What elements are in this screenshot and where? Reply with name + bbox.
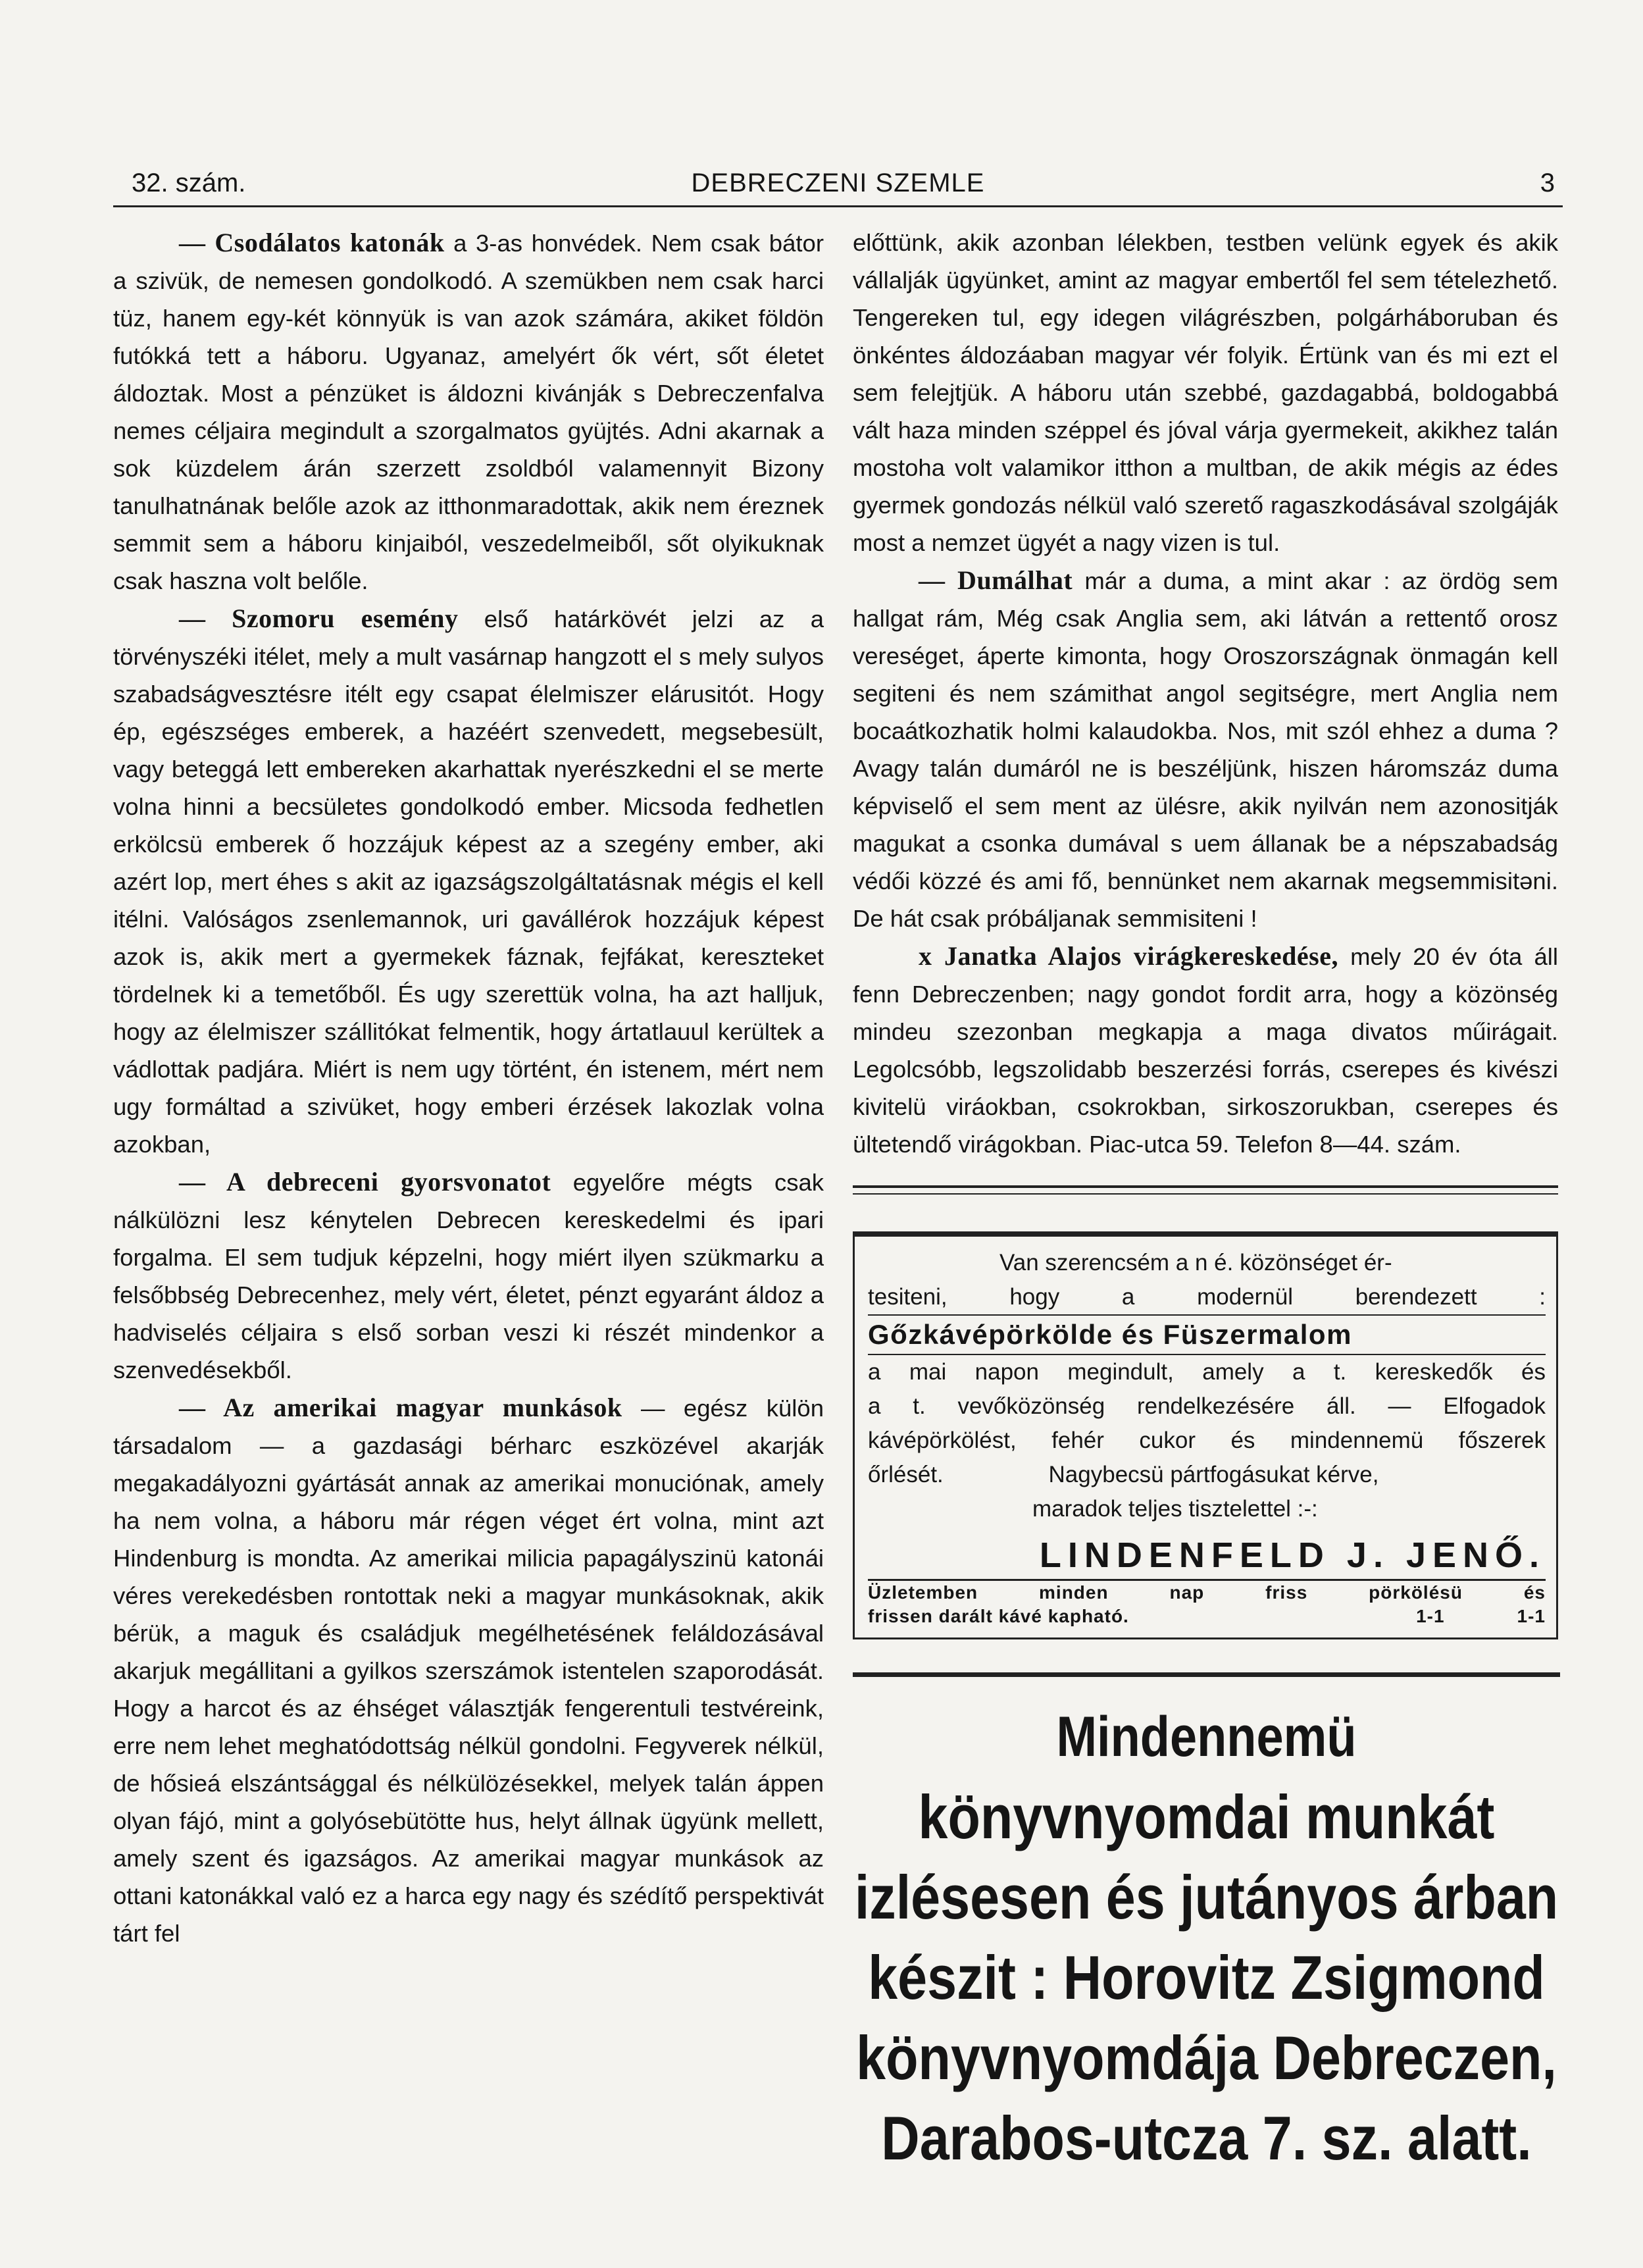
ad-owner-name: LINDENFELD J. JENŐ.	[868, 1532, 1546, 1581]
article-express-train	[113, 1163, 824, 1389]
article-lead: x Janatka Alajos virágkereskedése,	[919, 941, 1338, 971]
article-sad-event	[113, 600, 824, 1163]
article-body: — egész külön társadalom — a gazdasági bérharc eszközével akarják megakadályozni gyártását annak az amerikai monuciónak, amely ha nem volna, a háboru már régen véget ért volna, mint azt Hindenburg is mondta. Az amerikai milicia papagályszinü katonái véres verekedésben rontottak neki a magyar munkásoknak, akik bérük, a maguk és családjuk megélhetésének feláldozásával akarjuk megállitani a gyilkos szerszámok istentelen szaporodását. Hogy a harcot és az éhséget választják fengerentuli testvéreink, erre nem lehet meghatódottság nélkül gondolni. Fegyverek nélkül, de hősieá elszántsággal és nélkülözésekkel, melyek talán áppen olyan fájó, mint a golyósebütötte hus, helyt állnak ügyünk mellett, amely szent és igazságos. Az amerikai magyar munkások az ottani katonákkal való ez a harca egy nagy és szédítő perspektivát tárt fel	[113, 1395, 824, 1947]
article-lead: — Dumálhat	[919, 565, 1073, 595]
article-lead: — A debreceni gyorsvonatot	[179, 1167, 551, 1197]
ad-line-part: őrlését.	[868, 1462, 944, 1487]
print-ad-line: izlésesen és jutányos árban	[854, 1863, 1559, 1932]
article-body: első határkövét jelzi az a törvényszéki itélet, mely a mult vasárnap hangzott el s mely sulyos szabadságvesztésre itélt egy csapat élelmiszer elárusitót. Hogy ép, egészséges emberek, a hazéért szenvedett, megsebesült, vagy beteggá lett embereken akarhattak nyerészkedni el se merte volna hinni a becsületes gondolkodó ember. Micsoda fedhetlen erkölcsü emberek ő hozzájuk képest az a szegény ember, aki azért lop, mert éhes s akit az igazságszolgáltatásnak mégis el kell itélni. Valóságos zsenlemannok, uri gavállérok hozzájuk képest azok is, akik mert a gyermekek fáznak, fejfákat, kereszteket tördelnek ki a temetőből. És ugy szerettük volna, ha azt halljuk, hogy az élelmiszer szállitókat felmentik, hogy ártatlauul kerültek a vádlottak padjára. Miért is nem ugy történt, én istenem, mért nem ugy formáltad a szivüket, hogy emberi érzések lakozlak volna azokban,	[113, 606, 824, 1158]
ad-small-text: frissen darált kávé kapható.	[868, 1606, 1129, 1626]
article-lead: — Szomoru esemény	[179, 604, 459, 633]
coffee-roaster-advertisement	[853, 1231, 1558, 1639]
ad-business-name: Gőzkávépörkölde és Füszermalom	[868, 1314, 1546, 1355]
printing-house-advertisement	[853, 1672, 1560, 2178]
article-body: a 3-as honvédek. Nem csak bátor a szivük, de nemesen gondolkodó. A szemükben nem csak harci tüz, hanem egy-két könnyük is van azok számára, akiket földön futókká tett a háboru. Ugyanaz, amelyért ők vért, sőt életet áldoztak. Most a pénzüket is áldozni kivánják s Debreczenfalva nemes céljaira megindult a szorgalmatos gyüjtés. Adni akarnak a sok küzdelem árán szerzett zsoldból valamennyit Bizony tanulhatnának belőle azok az itthonmaradottak, akik nem éreznek semmit sem a háboru kinjaiból, veszedelmeiből, sőt olyikuknak csak haszna volt belőle.	[113, 230, 824, 594]
ad-line: a mai napon megindult, amely a t. kereskedők és	[868, 1359, 1546, 1385]
article-american-workers-continued: előttünk, akik azonban lélekben, testben velünk egyek és akik vállalják ügyünket, amint az magyar embertől fel sem tételezhető. Tengereken tul, egy idegen világrészben, polgárháboruban és önkéntes áldozáaban magyar vér folyik. Értünk van és mi ezt el sem felejtjük. A háboru után szebbé, gazdagabbá, boldogabbá vált haza minden széppel és jóval várja gyermekeit, akikhez talán mostoha volt valamikor itthon a multban, de akik mégis az édes gyermek gondozás nélkül való szerető ragaszkodásával szolgáják most a nemzet ügyét a nagy vizen is tul.	[853, 229, 1558, 556]
ad-line: tesiteni, hogy a modernül berendezett :	[868, 1284, 1546, 1310]
issue-number: 32. szám.	[132, 168, 246, 197]
page-header	[113, 163, 1563, 207]
ad-line-part: Nagybecsü pártfogásukat kérve,	[1048, 1462, 1379, 1487]
ad-line: a t. vevőközönség rendelkezésére áll. — Elfogadok	[868, 1393, 1546, 1419]
print-ad-line: készit : Horovitz Zsigmond	[868, 1943, 1545, 2012]
print-ad-line: Darabos-utcza 7. sz. alatt.	[881, 2103, 1532, 2173]
ad-small-line: Üzletemben minden nap friss pörkölésü és	[868, 1582, 1546, 1603]
ad-mark: 1-1	[1416, 1606, 1445, 1626]
section-divider-thin	[853, 1193, 1558, 1195]
article-florist	[853, 937, 1558, 1163]
right-column	[853, 224, 1558, 2178]
article-american-workers	[113, 1389, 824, 1952]
article-body: mely 20 év óta áll fenn Debreczenben; nagy gondot fordit arra, hogy a közönség mindeu szezonban megkapja a maga divatos műirágait. Legolcsóbb, legszolidabb beszerzési forrás, cserepes és kivészi kivitelü viráokban, csokrokban, sirkoszorukban, cserepes és ültetendő virágokban. Piac-utca 59. Telefon 8—44. szám.	[853, 943, 1558, 1158]
print-ad-line: Mindennemü	[1056, 1705, 1357, 1768]
article-lead: — Az amerikai magyar munkások	[179, 1393, 622, 1422]
ad-line: maradok teljes tisztelettel :-:	[1032, 1496, 1318, 1522]
article-body: már a duma, a mint akar : az ördög sem hallgat rám, Még csak Anglia sem, aki látván a rettentő orosz vereséget, áperte kimonta, hogy Oroszországnak önmagán kell segiteni és nem számithat angol segitségre, mert Anglia nem bocaátkozhatik holmi kalaudokba. Nos, mit szól ehhez a duma ? Avagy talán dumáról ne is beszéljünk, hiszen háromszáz duma képviselő el sem ment az ülésre, akik nyilván nem azonositják magukat a csonka dumával s uem állanak be a népszabadság védői közzé és ami fő, bennünket nem akarnak megsemmisitəni. De hát csak próbáljanak semmisiteni !	[853, 567, 1558, 932]
article-lead: — Csodálatos katonák	[179, 228, 445, 257]
page-number: 3	[1540, 168, 1555, 197]
ad-line: Van szerencsém a n é. közönséget ér-	[999, 1250, 1392, 1276]
article-soldiers	[113, 224, 824, 600]
ad-mark: 1-1	[1517, 1606, 1546, 1626]
ad-small-line	[868, 1605, 1546, 1628]
article-duma	[853, 561, 1558, 937]
print-ad-line: könyvnyomdája Debreczen,	[856, 2023, 1557, 2092]
section-divider	[853, 1185, 1558, 1188]
print-ad-line: könyvnyomdai munkát	[918, 1782, 1495, 1851]
article-body: egyelőre mégts csak nálkülözni lesz kénytelen Debrecen kereskedelmi és ipari forgalma. El sem tudjuk képzelni, hogy miért ilyen szükmarku a felsőbbség Debrecenhez, mely vért, életet, pénzt egyaránt áldoz a hadviselés céljaira s első sorban veszi ki részét mindenkor a szenvedésekből.	[113, 1169, 824, 1383]
ad-line: kávépörkölést, fehér cukor és mindennemü főszerek	[868, 1428, 1546, 1453]
ad-line	[868, 1458, 1546, 1492]
left-column	[113, 224, 824, 1952]
newspaper-title: DEBRECZENI SZEMLE	[691, 168, 985, 197]
